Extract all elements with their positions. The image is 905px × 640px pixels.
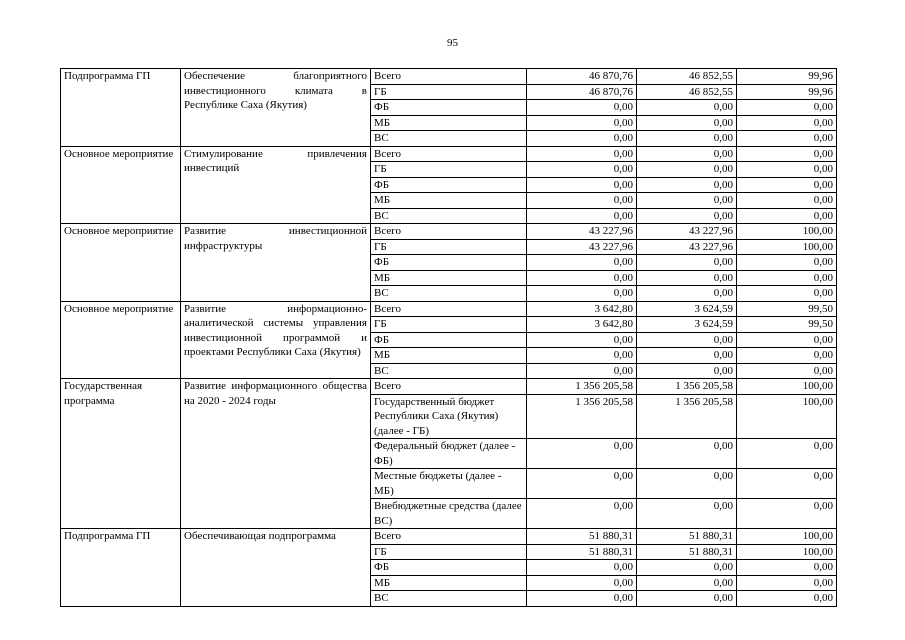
- execution-percent-cell: 0,00: [737, 208, 837, 224]
- execution-percent-cell: 0,00: [737, 591, 837, 607]
- execution-percent-cell: 99,50: [737, 301, 837, 317]
- funding-source-cell: Внебюджетные средства (далее ВС): [371, 499, 527, 529]
- actual-amount-cell: 0,00: [637, 439, 737, 469]
- planned-amount-cell: 43 227,96: [527, 224, 637, 240]
- planned-amount-cell: 51 880,31: [527, 544, 637, 560]
- execution-percent-cell: 0,00: [737, 177, 837, 193]
- planned-amount-cell: 0,00: [527, 363, 637, 379]
- actual-amount-cell: 0,00: [637, 146, 737, 162]
- planned-amount-cell: 0,00: [527, 560, 637, 576]
- actual-amount-cell: 0,00: [637, 575, 737, 591]
- actual-amount-cell: 0,00: [637, 193, 737, 209]
- actual-amount-cell: 0,00: [637, 332, 737, 348]
- funding-source-cell: Всего: [371, 379, 527, 395]
- actual-amount-cell: 43 227,96: [637, 239, 737, 255]
- funding-source-cell: Всего: [371, 146, 527, 162]
- actual-amount-cell: 43 227,96: [637, 224, 737, 240]
- funding-source-cell: ФБ: [371, 255, 527, 271]
- funding-source-cell: МБ: [371, 575, 527, 591]
- program-name-cell: Развитие информационного общества на 2020 - 2024 годы: [181, 379, 371, 529]
- planned-amount-cell: 46 870,76: [527, 84, 637, 100]
- funding-source-cell: Государственный бюджет Республики Саха (Якутия) (далее - ГБ): [371, 394, 527, 439]
- execution-percent-cell: 0,00: [737, 363, 837, 379]
- funding-source-cell: ВС: [371, 363, 527, 379]
- page-number: 95: [447, 37, 458, 49]
- actual-amount-cell: 0,00: [637, 255, 737, 271]
- execution-percent-cell: 99,96: [737, 84, 837, 100]
- actual-amount-cell: 0,00: [637, 286, 737, 302]
- actual-amount-cell: 0,00: [637, 591, 737, 607]
- funding-source-cell: Всего: [371, 69, 527, 85]
- actual-amount-cell: 0,00: [637, 469, 737, 499]
- planned-amount-cell: 0,00: [527, 348, 637, 364]
- table-row: [61, 379, 837, 395]
- program-name-cell: Развитие информационно-аналитической системы управления инвестиционной программой и проектами Республики Саха (Якутия): [181, 301, 371, 379]
- planned-amount-cell: 0,00: [527, 208, 637, 224]
- execution-percent-cell: 0,00: [737, 439, 837, 469]
- funding-source-cell: МБ: [371, 115, 527, 131]
- funding-source-cell: Федеральный бюджет (далее - ФБ): [371, 439, 527, 469]
- actual-amount-cell: 0,00: [637, 270, 737, 286]
- execution-percent-cell: 100,00: [737, 529, 837, 545]
- program-type-cell: Подпрограмма ГП: [61, 529, 181, 607]
- funding-source-cell: МБ: [371, 270, 527, 286]
- funding-source-cell: ФБ: [371, 332, 527, 348]
- actual-amount-cell: 46 852,55: [637, 69, 737, 85]
- program-type-cell: Подпрограмма ГП: [61, 69, 181, 147]
- execution-percent-cell: 0,00: [737, 499, 837, 529]
- program-type-cell: Основное мероприятие: [61, 146, 181, 224]
- planned-amount-cell: 0,00: [527, 499, 637, 529]
- actual-amount-cell: 0,00: [637, 162, 737, 178]
- planned-amount-cell: 0,00: [527, 100, 637, 116]
- execution-percent-cell: 0,00: [737, 332, 837, 348]
- execution-percent-cell: 0,00: [737, 286, 837, 302]
- actual-amount-cell: 0,00: [637, 560, 737, 576]
- execution-percent-cell: 0,00: [737, 146, 837, 162]
- table-row: [61, 146, 837, 162]
- planned-amount-cell: 0,00: [527, 270, 637, 286]
- funding-source-cell: ВС: [371, 286, 527, 302]
- execution-percent-cell: 0,00: [737, 575, 837, 591]
- planned-amount-cell: 0,00: [527, 146, 637, 162]
- funding-source-cell: Всего: [371, 224, 527, 240]
- funding-source-cell: ГБ: [371, 544, 527, 560]
- program-name-cell: Стимулирование привлечения инвестиций: [181, 146, 371, 224]
- program-type-cell: Государственная программа: [61, 379, 181, 529]
- planned-amount-cell: 0,00: [527, 575, 637, 591]
- funding-source-cell: ГБ: [371, 162, 527, 178]
- funding-source-cell: ГБ: [371, 84, 527, 100]
- planned-amount-cell: 0,00: [527, 131, 637, 147]
- funding-source-cell: ВС: [371, 131, 527, 147]
- planned-amount-cell: 0,00: [527, 162, 637, 178]
- execution-percent-cell: 0,00: [737, 469, 837, 499]
- actual-amount-cell: 0,00: [637, 348, 737, 364]
- funding-source-cell: МБ: [371, 193, 527, 209]
- funding-source-cell: ГБ: [371, 239, 527, 255]
- actual-amount-cell: 0,00: [637, 177, 737, 193]
- funding-source-cell: ГБ: [371, 317, 527, 333]
- financing-table: [60, 68, 837, 607]
- execution-percent-cell: 100,00: [737, 239, 837, 255]
- planned-amount-cell: 46 870,76: [527, 69, 637, 85]
- funding-source-cell: ВС: [371, 208, 527, 224]
- execution-percent-cell: 0,00: [737, 348, 837, 364]
- actual-amount-cell: 0,00: [637, 208, 737, 224]
- funding-source-cell: ФБ: [371, 100, 527, 116]
- program-name-cell: Развитие инвестиционной инфраструктуры: [181, 224, 371, 302]
- funding-source-cell: ФБ: [371, 560, 527, 576]
- execution-percent-cell: 0,00: [737, 193, 837, 209]
- actual-amount-cell: 0,00: [637, 363, 737, 379]
- planned-amount-cell: 0,00: [527, 193, 637, 209]
- funding-source-cell: Местные бюджеты (далее - МБ): [371, 469, 527, 499]
- table-row: [61, 69, 837, 85]
- program-name-cell: Обеспечение благоприятного инвестиционного климата в Республике Саха (Якутия): [181, 69, 371, 147]
- execution-percent-cell: 99,50: [737, 317, 837, 333]
- execution-percent-cell: 99,96: [737, 69, 837, 85]
- planned-amount-cell: 51 880,31: [527, 529, 637, 545]
- funding-source-cell: ФБ: [371, 177, 527, 193]
- execution-percent-cell: 0,00: [737, 270, 837, 286]
- execution-percent-cell: 0,00: [737, 131, 837, 147]
- actual-amount-cell: 3 624,59: [637, 301, 737, 317]
- actual-amount-cell: 51 880,31: [637, 529, 737, 545]
- execution-percent-cell: 100,00: [737, 224, 837, 240]
- planned-amount-cell: 0,00: [527, 439, 637, 469]
- planned-amount-cell: 0,00: [527, 177, 637, 193]
- actual-amount-cell: 1 356 205,58: [637, 394, 737, 439]
- actual-amount-cell: 51 880,31: [637, 544, 737, 560]
- actual-amount-cell: 0,00: [637, 100, 737, 116]
- planned-amount-cell: 0,00: [527, 591, 637, 607]
- program-name-cell: Обеспечивающая подпрограмма: [181, 529, 371, 607]
- actual-amount-cell: 1 356 205,58: [637, 379, 737, 395]
- planned-amount-cell: 43 227,96: [527, 239, 637, 255]
- funding-source-cell: ВС: [371, 591, 527, 607]
- execution-percent-cell: 0,00: [737, 100, 837, 116]
- execution-percent-cell: 0,00: [737, 115, 837, 131]
- program-type-cell: Основное мероприятие: [61, 224, 181, 302]
- table-body: [61, 69, 837, 607]
- planned-amount-cell: 0,00: [527, 286, 637, 302]
- planned-amount-cell: 0,00: [527, 255, 637, 271]
- table-row: [61, 301, 837, 317]
- execution-percent-cell: 0,00: [737, 560, 837, 576]
- table-row: [61, 224, 837, 240]
- actual-amount-cell: 46 852,55: [637, 84, 737, 100]
- execution-percent-cell: 100,00: [737, 379, 837, 395]
- program-type-cell: Основное мероприятие: [61, 301, 181, 379]
- actual-amount-cell: 0,00: [637, 115, 737, 131]
- planned-amount-cell: 0,00: [527, 469, 637, 499]
- execution-percent-cell: 0,00: [737, 162, 837, 178]
- execution-percent-cell: 100,00: [737, 544, 837, 560]
- execution-percent-cell: 0,00: [737, 255, 837, 271]
- planned-amount-cell: 1 356 205,58: [527, 379, 637, 395]
- planned-amount-cell: 3 642,80: [527, 301, 637, 317]
- planned-amount-cell: 0,00: [527, 115, 637, 131]
- table-row: [61, 529, 837, 545]
- funding-source-cell: Всего: [371, 301, 527, 317]
- planned-amount-cell: 1 356 205,58: [527, 394, 637, 439]
- funding-source-cell: МБ: [371, 348, 527, 364]
- actual-amount-cell: 0,00: [637, 499, 737, 529]
- execution-percent-cell: 100,00: [737, 394, 837, 439]
- actual-amount-cell: 0,00: [637, 131, 737, 147]
- actual-amount-cell: 3 624,59: [637, 317, 737, 333]
- planned-amount-cell: 3 642,80: [527, 317, 637, 333]
- planned-amount-cell: 0,00: [527, 332, 637, 348]
- funding-source-cell: Всего: [371, 529, 527, 545]
